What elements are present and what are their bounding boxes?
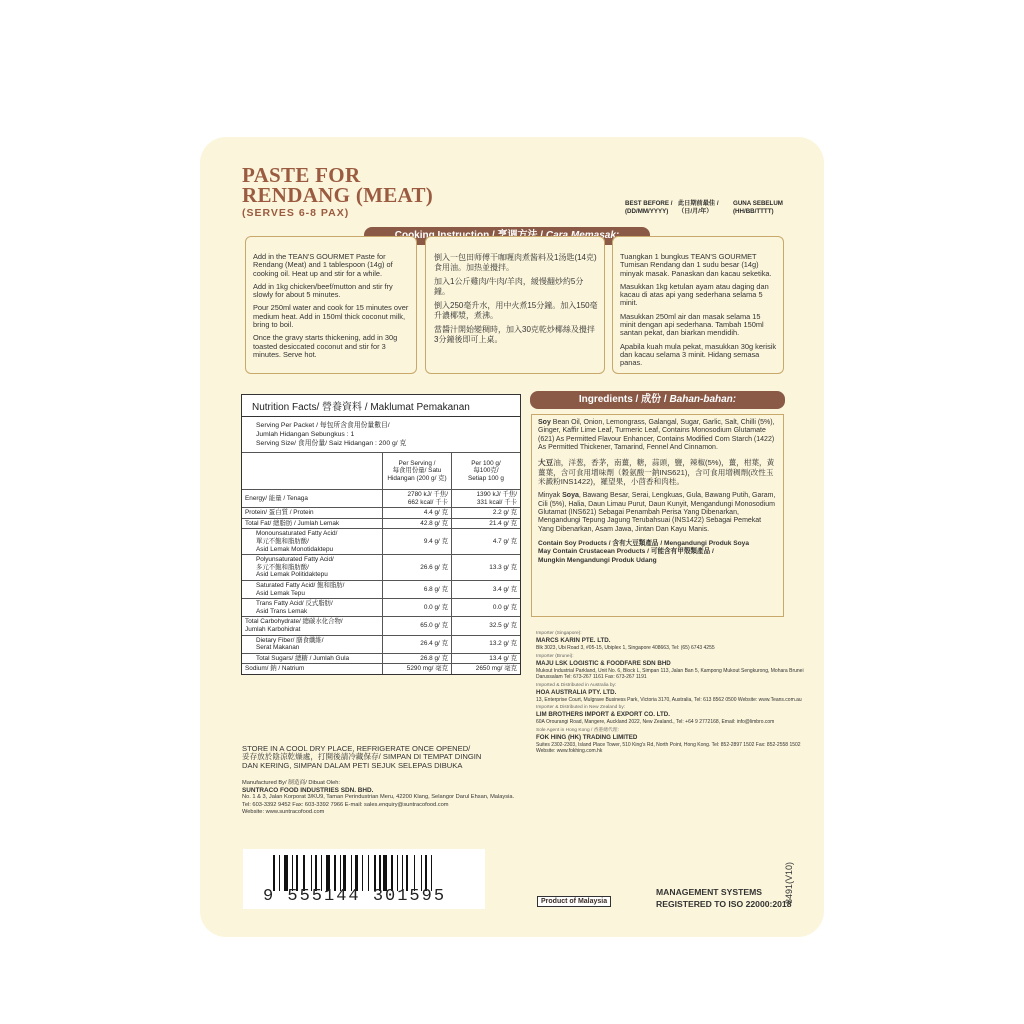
barcode-bar bbox=[362, 855, 363, 891]
ingredients-ms: Minyak Soya, Bawang Besar, Serai, Lengkuas, Gula, Bawang Putih, Garam, Cili (5%), Halia, Daun Limau Purut, Daun Kunyit, Mengandungi Monosodium Glutamat (INS621) Sebagai Penambah Perisa Yang Dibenarkan, Mengandungi Tepung Jagung Terubahsuai (INS1422) Sebagai Pemekat Yang Dibenarkan, Asam Jawa, Jintan Dan Kayu Manis. bbox=[538, 492, 776, 533]
title-line-1: PASTE FOR bbox=[242, 163, 361, 187]
cooking-steps-ms: Tuangkan 1 bungkus TEAN'S GOURMET Tumisan Rendang dan 1 sudu besar (14g) minyak masak. Panaskan dan kacau seketika. Masukkan 1kg ketulan ayam atau daging dan kacau di atas api yang sederhana selama 5 minit. Masukkan 250ml air dan masak selama 15 minit dengan api sederhana. Tambah 150ml santan pekat, dan biarkan mendidih. Apabila kuah mula pekat, masukkan 30g kerisik dan kacau selama 3 minit. Hidang semasa panas. bbox=[612, 236, 784, 374]
barcode-bar bbox=[379, 855, 380, 891]
nutrition-row: Saturated Fatty Acid/ 飽和脂肪/ Asid Lemak Tepu 6.8 g/ 克 3.4 g/ 克 bbox=[242, 580, 520, 598]
importer-entry: Imported & Distributed in Australia by: HOA AUSTRALIA PTY. LTD. 13, Enterprise Court, Mulgrave Business Park, Victoria 3170, Australia, Tel: 613 8562 0500 Website: www.Teans.com.au bbox=[536, 682, 802, 703]
barcode-bar bbox=[321, 855, 322, 891]
manufacturer-info: Manufactured By/ 制造商/ Dibuat Oleh: SUNTRACO FOOD INDUSTRIES SDN. BHD. No. 1 & 3, Jalan Korporat 3/KU9, Taman Perindustrian Meru, 42200 Klang, Selangor Darul Ehsan, Malaysia. Tel: 603-3392 9452 Fax: 603-3392 7966 E-mail: sales.enquiry@suntracofood.com Website: www.suntracofood.com bbox=[242, 780, 515, 815]
barcode-bar bbox=[326, 855, 330, 891]
nutrition-row: Total Sugars/ 總糖 / Jumlah Gula 26.8 g/ 克 13.4 g/ 克 bbox=[242, 653, 520, 664]
barcode-bar bbox=[355, 855, 359, 891]
nutrition-row: Trans Fatty Acid/ 反式脂肪/ Asid Trans Lemak 0.0 g/ 克 0.0 g/ 克 bbox=[242, 599, 520, 617]
nutrition-row: Monounsaturated Fatty Acid/ 單元不飽和脂肪酸/ Asid Lemak Monotidaktepu 9.4 g/ 克 4.7 g/ 克 bbox=[242, 529, 520, 555]
nutrition-column-headers: Per Serving / 每食用份量/ Satu Hidangan (200 g/ 克) Per 100 g/ 每100克/ Setiap 100 g bbox=[242, 453, 520, 490]
nutrition-row: Total Carbohydrate/ 總碳水化合物/ Jumlah Karbohidrat 65.0 g/ 克 32.5 g/ 克 bbox=[242, 617, 520, 635]
barcode-bar bbox=[383, 855, 387, 891]
product-title bbox=[242, 165, 433, 205]
importer-entry: Importer (Singapore): MARCS KARIN PTE. LTD. Blk 3023, Ubi Road 3, #05-15, Ubiplex 1, Singapore 408663, Tel: (65) 6743 4255 bbox=[536, 631, 715, 651]
barcode-bar bbox=[368, 855, 369, 891]
barcode-bar bbox=[425, 855, 427, 891]
barcode-bar bbox=[374, 855, 376, 891]
barcode-bar bbox=[343, 855, 345, 891]
barcode-bar bbox=[397, 855, 398, 891]
ingredients-box bbox=[531, 414, 784, 617]
ingredients-header: Ingredients / 成份 / Bahan-bahan: bbox=[530, 391, 785, 409]
nutrition-title: Nutrition Facts/ 營養資料 / Maklumat Pemakanan bbox=[242, 395, 520, 417]
barcode-bar bbox=[303, 855, 304, 891]
cooking-steps-zh: 倒入一包田师傅干咖喱肉煮酱料及1汤匙(14克)食用油。加热並攪拌。 加入1公斤雞肉/牛肉/羊肉，緩慢翻炒約5分鐘。 倒入250毫升水，用中火煮15分鐘。加入150毫升濃椰漿，煮沸。 當醬汁開始變稠時，加入30克乾炒椰絲及攪拌3分鐘後即可上桌。 bbox=[425, 236, 605, 374]
best-before-zh: 此日期前最佳 / （日/月/年） bbox=[678, 200, 719, 215]
cooking-steps-en: Add in the TEAN'S GOURMET Paste for Rendang (Meat) and 1 tablespoon (14g) of cooking oil. Heat up and stir for a while. Add in 1kg chicken/beef/mutton and stir fry slowly for about 5 minutes. Pour 250ml water and cook for 15 minutes over medium heat. Add in 150ml thick coconut milk, bring to boil. Once the gravy starts thickening, add in 30g toasted desiccated coconut and stir for 3 minutes. Serve hot. bbox=[245, 236, 417, 374]
nutrition-row: Protein/ 蛋白質 / Protein 4.4 g/ 克 2.2 g/ 克 bbox=[242, 508, 520, 519]
importer-entry: Sole Agent in Hong Kong / 香港總代理: FOK HING (HK) TRADING LIMITED Suites 2302-2303, Island Place Tower, 510 King's Rd, North Point, Hong Kong. Tel: 852-2897 1502 Fax: 852-2558 1502 Website: www.fokhing.com.hk bbox=[536, 727, 801, 754]
barcode-bar bbox=[311, 855, 312, 891]
barcode-bar bbox=[431, 855, 432, 891]
barcode-bar bbox=[414, 855, 415, 891]
importer-entry: Importer (Brunei): MAJU LSK LOGISTIC & FOODFARE SDN BHD Mukout Industrial Parkland, Unit No. 6, Block L, Simpan 113, Jalan Ban 5, Kampong Mukout Sengkurong, Mohara Brunei Darussalam Tel: 673-267 1161 Fax: 673-267 1191 bbox=[536, 653, 804, 680]
cooking-instruction-header: Cooking bbox=[364, 227, 650, 245]
ingredients-en: Soy Bean Oil, Onion, Lemongrass, Galangal, Sugar, Garlic, Salt, Chilli (5%), Ginger, Kaffir Lime Leaf, Turmeric Leaf, Contains Monosodium Glutamate (621) As Permitted Flavour Enhancer, Contains Modified Corn Starch (1422) As Permitted Thickener, Tamarind, Fennel And Cinnamon. bbox=[538, 419, 775, 451]
allergen-statement: Contain Soy Products / 含有大豆類產品 / Mengandungi Produk Soya May Contain Crustacean Products / 可能含有甲殼類產品 / Mungkin Mengandungi Produk Udang bbox=[538, 539, 750, 565]
barcode-bar bbox=[273, 855, 275, 891]
title-line-2: RENDANG (MEAT) bbox=[242, 183, 434, 207]
barcode-number: 9 555144 301595 bbox=[263, 887, 447, 906]
serving-info: Serving Per Packet / 每包所含食用份量數目/ Jumlah Hidangan Sebungkus : 1 Serving Size/ 食用份量/ Saiz Hidangan : 200 g/ 克 bbox=[256, 422, 407, 447]
nutrition-row: Polyunsaturated Fatty Acid/ 多元不飽和脂肪酸/ Asid Lemak Politidaktepu 26.6 g/ 克 13.3 g/ 克 bbox=[242, 555, 520, 581]
management-systems: MANAGEMENT SYSTEMS REGISTERED TO ISO 22000:2018 bbox=[656, 887, 792, 909]
importer-entry: Importer & Distributed in New Zealand by: LIM BROTHERS IMPORT & EXPORT CO. LTD. 60A Orourangi Road, Mangere, Auckland 2022, New Zealand., Tel: +64 9 2772168, Email: info@limbro.com bbox=[536, 705, 775, 725]
barcode-bar bbox=[315, 855, 317, 891]
nutrition-facts-table bbox=[241, 394, 521, 675]
ingredients-zh: 大豆油，洋葱，香茅，南薑，糖，蒜頭，鹽，辣椒(5%)，薑，柑葉，黃薑葉，含可食用增味劑（穀氨酸一鈉INS621)，含可食用增稠劑(改性玉米澱粉INS1422)，羅望果，小茴香和肉桂。 bbox=[538, 458, 775, 486]
barcode-bar bbox=[296, 855, 298, 891]
importers-list bbox=[536, 631, 806, 757]
product-code: 8491(V10) bbox=[784, 861, 794, 904]
barcode-bar bbox=[334, 855, 336, 891]
nutrition-row: Dietary Fiber/ 膳食纖維/ Serat Makanan 26.4 g/ 克 13.2 g/ 克 bbox=[242, 635, 520, 653]
storage-instruction: STORE IN A COOL DRY PLACE, REFRIGERATE ONCE OPENED/ 妥存放於陰涼乾燥處，打開後請冷藏保存/ SIMPAN DI TEMPAT DINGIN DAN KERING, SIMPAN DALAM PETI SEJUK SELEPAS DIBUKA bbox=[242, 744, 482, 770]
nutrition-row: Sodium/ 鈉 / Natrium 5290 mg/ 毫克 2650 mg/ 毫克 bbox=[242, 664, 520, 674]
barcode-bar bbox=[421, 855, 422, 891]
barcode-bar bbox=[340, 855, 341, 891]
barcode-bar bbox=[406, 855, 408, 891]
barcode-bar bbox=[279, 855, 280, 891]
barcode-bar bbox=[292, 855, 293, 891]
nutrition-row: Energy/ 能量 / Tenaga 2780 kJ/ 千焦/ 662 kcal/ 千卡 1390 kJ/ 千焦/ 331 kcal/ 千卡 bbox=[242, 490, 520, 508]
barcode-bar bbox=[351, 855, 352, 891]
best-before-en: BEST BEFORE / (DD/MM/YYYY) bbox=[625, 200, 673, 215]
serves-label: (SERVES 6-8 PAX) bbox=[242, 207, 350, 219]
barcode-bar bbox=[391, 855, 393, 891]
product-origin: Product of Malaysia bbox=[537, 896, 611, 907]
nutrition-row: Total Fat/ 總脂肪 / Jumlah Lemak 42.8 g/ 克 21.4 g/ 克 bbox=[242, 518, 520, 529]
best-before-ms: GUNA SEBELUM (HH/BB/TTTT) bbox=[733, 200, 783, 215]
barcode-bar bbox=[284, 855, 288, 891]
barcode bbox=[243, 849, 485, 909]
barcode-bar bbox=[402, 855, 403, 891]
